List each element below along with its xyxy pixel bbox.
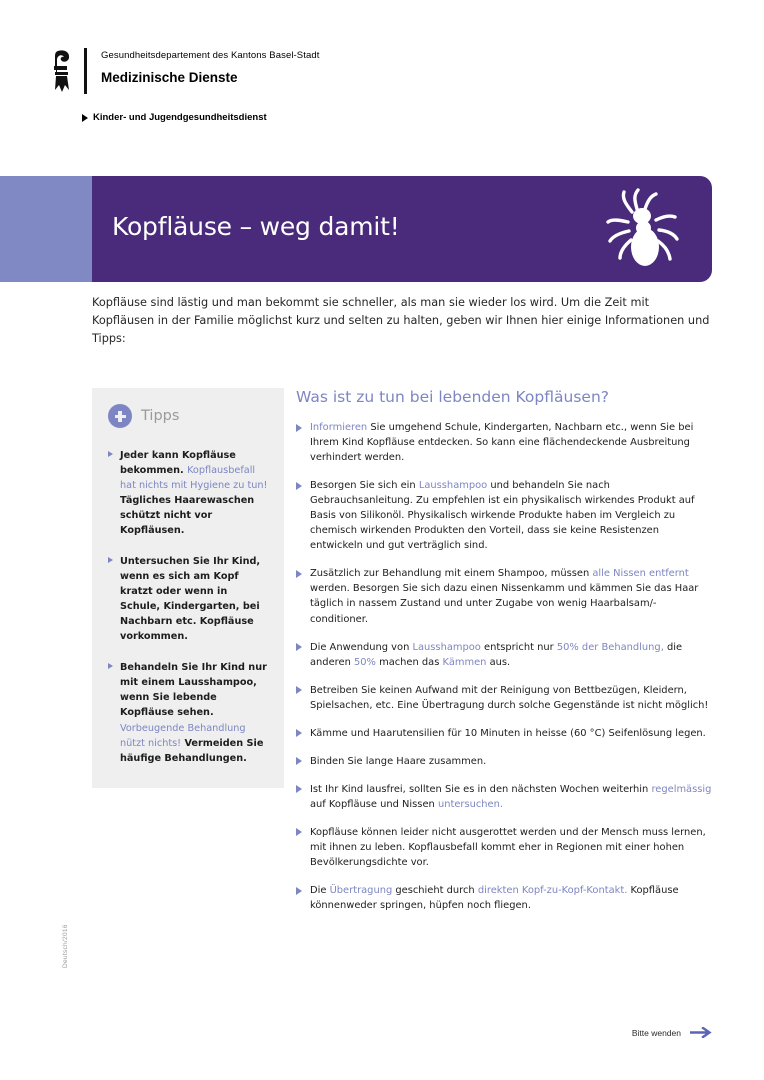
plus-circle-icon: [108, 404, 132, 428]
section-heading: Was ist zu tun bei lebenden Kopfläusen?: [296, 388, 609, 406]
triangle-bullet-icon: [296, 828, 302, 836]
banner-body: [92, 176, 712, 282]
text-run-highlight: Vorbeugende Behandlung nützt nichts!: [120, 722, 246, 749]
text-run-highlight: regelmässig: [651, 783, 712, 795]
text-run-highlight: direkten Kopf-zu-Kopf-Kontakt.: [477, 885, 628, 897]
letterhead-divider: [84, 48, 87, 94]
instruction-item: [296, 420, 712, 465]
instruction-item-text: [310, 683, 712, 713]
instruction-item-text: [310, 726, 712, 741]
triangle-bullet-icon: [296, 570, 302, 578]
triangle-bullet-icon: [108, 557, 113, 563]
text-run-highlight: Übertragung: [329, 885, 393, 897]
text-run-normal: machen das: [375, 656, 443, 668]
instruction-item: [296, 754, 712, 769]
tip-item-text: [120, 660, 268, 765]
tip-item-text: [120, 554, 268, 644]
text-run-normal: und behandeln Sie nach Gebrauchsanleitung. Zu empfehlen ist ein physikalisch wirkendes Produkt auf Basis von Silikonöl. Physikalisch wirkende Produkte haben im Vergleich zu chemisch wirkenden Produkten den Vorteil, dass sie keine Resistenzen entwickeln und gut verträglich sind.: [310, 480, 695, 552]
banner-accent-block: [0, 176, 96, 282]
instruction-item-text: [310, 420, 712, 465]
instruction-item-text: [310, 825, 712, 870]
text-run-normal: entspricht nur: [480, 641, 557, 653]
instruction-item-text: [310, 566, 712, 626]
tip-item: [108, 554, 268, 644]
letterhead: [44, 48, 319, 123]
turn-page-note: [632, 1027, 712, 1038]
tips-list: [108, 448, 268, 766]
triangle-bullet-icon: [296, 424, 302, 432]
instruction-item: [296, 883, 712, 913]
triangle-bullet-icon: [296, 785, 302, 793]
head-louse-icon: [598, 186, 690, 272]
text-run-highlight: 50%: [353, 656, 376, 668]
text-run-normal: Betreiben Sie keinen Aufwand mit der Reinigung von Bettbezügen, Kleidern, Spielsachen, etc. Eine Übertragung durch solche Gegenstände ist nicht möglich!: [310, 684, 709, 711]
instruction-list: [296, 420, 712, 913]
triangle-bullet-icon: [296, 757, 302, 765]
text-run-normal: Kopfläuse könnenweder springen, hüpfen noch fliegen.: [310, 885, 679, 912]
tip-item: [108, 660, 268, 765]
title-banner: [0, 176, 764, 282]
instruction-item: [296, 478, 712, 553]
instruction-item-text: [310, 478, 712, 553]
triangle-bullet-icon: [82, 114, 88, 122]
baselstab-crest-icon: [44, 48, 78, 94]
text-run-bold: Untersuchen Sie Ihr Kind, wenn es sich am Kopf kratzt oder wenn in Schule, Kindergarten, bei Nachbarn etc. Kopfläuse vorkommen.: [120, 556, 261, 643]
text-run-highlight: Kopflausbefall hat nichts mit Hygiene zu tun!: [120, 465, 268, 492]
tips-header: [108, 404, 268, 428]
tip-item-text: [120, 448, 268, 538]
main-content: [296, 388, 712, 926]
service-line: [82, 112, 319, 123]
text-run-normal: die anderen: [310, 641, 683, 668]
text-run-highlight: 50% der Behandlung,: [556, 641, 664, 653]
triangle-bullet-icon: [296, 643, 302, 651]
text-run-normal: Kämme und Haarutensilien für 10 Minuten in heisse (60 °C) Seifenlösung legen.: [310, 727, 706, 739]
instruction-item-text: [310, 883, 712, 913]
text-run-normal: Besorgen Sie sich ein: [310, 480, 419, 492]
page-title: Kopfläuse – weg damit!: [112, 212, 400, 241]
text-run-bold: Tägliches Haarewaschen schützt nicht vor Kopfläusen.: [120, 495, 255, 537]
triangle-bullet-icon: [108, 451, 113, 457]
text-run-normal: Sie umgehend Schule, Kindergarten, Nachbarn etc., wenn Sie bei Ihrem Kind Kopfläuse entdecken. So kann eine flächendeckende Ausbreitung verhindert werden.: [310, 422, 694, 464]
text-run-normal: Zusätzlich zur Behandlung mit einem Shampoo, müssen: [310, 568, 593, 580]
instruction-item: [296, 640, 712, 670]
organisation-title: Medizinische Dienste: [101, 70, 238, 86]
text-run-normal: Ist Ihr Kind lausfrei, sollten Sie es in den nächsten Wochen weiterhin: [310, 783, 652, 795]
text-run-normal: Die: [310, 885, 330, 897]
instruction-item: [296, 825, 712, 870]
language-edition-code: Deutsch/2016: [62, 924, 69, 968]
text-run-highlight: Kämmen: [442, 656, 487, 668]
text-run-normal: Binden Sie lange Haare zusammen.: [310, 755, 487, 767]
instruction-item-text: [310, 754, 712, 769]
tips-sidebar: [92, 388, 284, 788]
arrow-right-icon: [690, 1027, 712, 1038]
turn-page-label: Bitte wenden: [631, 1027, 681, 1038]
instruction-item: [296, 683, 712, 713]
instruction-item: [296, 566, 712, 626]
text-run-bold: Jeder kann Kopfläuse bekommen.: [120, 450, 236, 477]
text-run-bold: Vermeiden Sie häufige Behandlungen.: [120, 737, 264, 764]
triangle-bullet-icon: [296, 887, 302, 895]
text-run-bold: Behandeln Sie Ihr Kind nur mit einem Lausshampoo, wenn Sie lebende Kopfläuse sehen.: [120, 662, 267, 719]
text-run-normal: geschieht durch: [392, 885, 478, 897]
triangle-bullet-icon: [296, 482, 302, 490]
department-name: Gesundheitsdepartement des Kantons Basel-Stadt: [101, 50, 320, 61]
triangle-bullet-icon: [296, 729, 302, 737]
text-run-normal: Kopfläuse können leider nicht ausgerottet werden und der Mensch muss lernen, mit ihnen zu leben. Kopflausbefall kommt eher in Regionen mit einer hohen Bevölkerungsdichte vor.: [310, 826, 706, 869]
text-run-highlight: Lausshampoo: [418, 480, 488, 492]
instruction-item: [296, 726, 712, 741]
triangle-bullet-icon: [296, 686, 302, 694]
text-run-highlight: alle Nissen entfernt: [592, 568, 689, 580]
text-run-normal: Die Anwendung von: [310, 641, 413, 653]
tip-item: [108, 448, 268, 538]
instruction-item-text: [310, 640, 712, 670]
service-name: Kinder- und Jugendgesundheitsdienst: [93, 112, 267, 123]
text-run-highlight: Informieren: [310, 422, 368, 433]
text-run-highlight: untersuchen.: [437, 798, 504, 810]
text-run-normal: auf Kopfläuse und Nissen: [310, 798, 438, 810]
text-run-normal: werden. Besorgen Sie sich dazu einen Nissenkamm und kämmen Sie das Haar täglich in nassem Zustand und unter Zugabe von wenig Haarbalsam/-conditioner.: [310, 583, 699, 625]
intro-paragraph: Kopfläuse sind lästig und man bekommt sie schneller, als man sie wieder los wird. Um die Zeit mit Kopfläusen in der Familie möglichst kurz und selten zu halten, geben wir Ihnen hier einige Informationen und Tipps:: [92, 296, 710, 345]
tips-label: Tipps: [141, 408, 180, 424]
instruction-item-text: [310, 782, 712, 812]
text-run-normal: aus.: [486, 656, 511, 668]
text-run-highlight: Lausshampoo: [412, 641, 481, 653]
instruction-item: [296, 782, 712, 812]
triangle-bullet-icon: [108, 663, 113, 669]
